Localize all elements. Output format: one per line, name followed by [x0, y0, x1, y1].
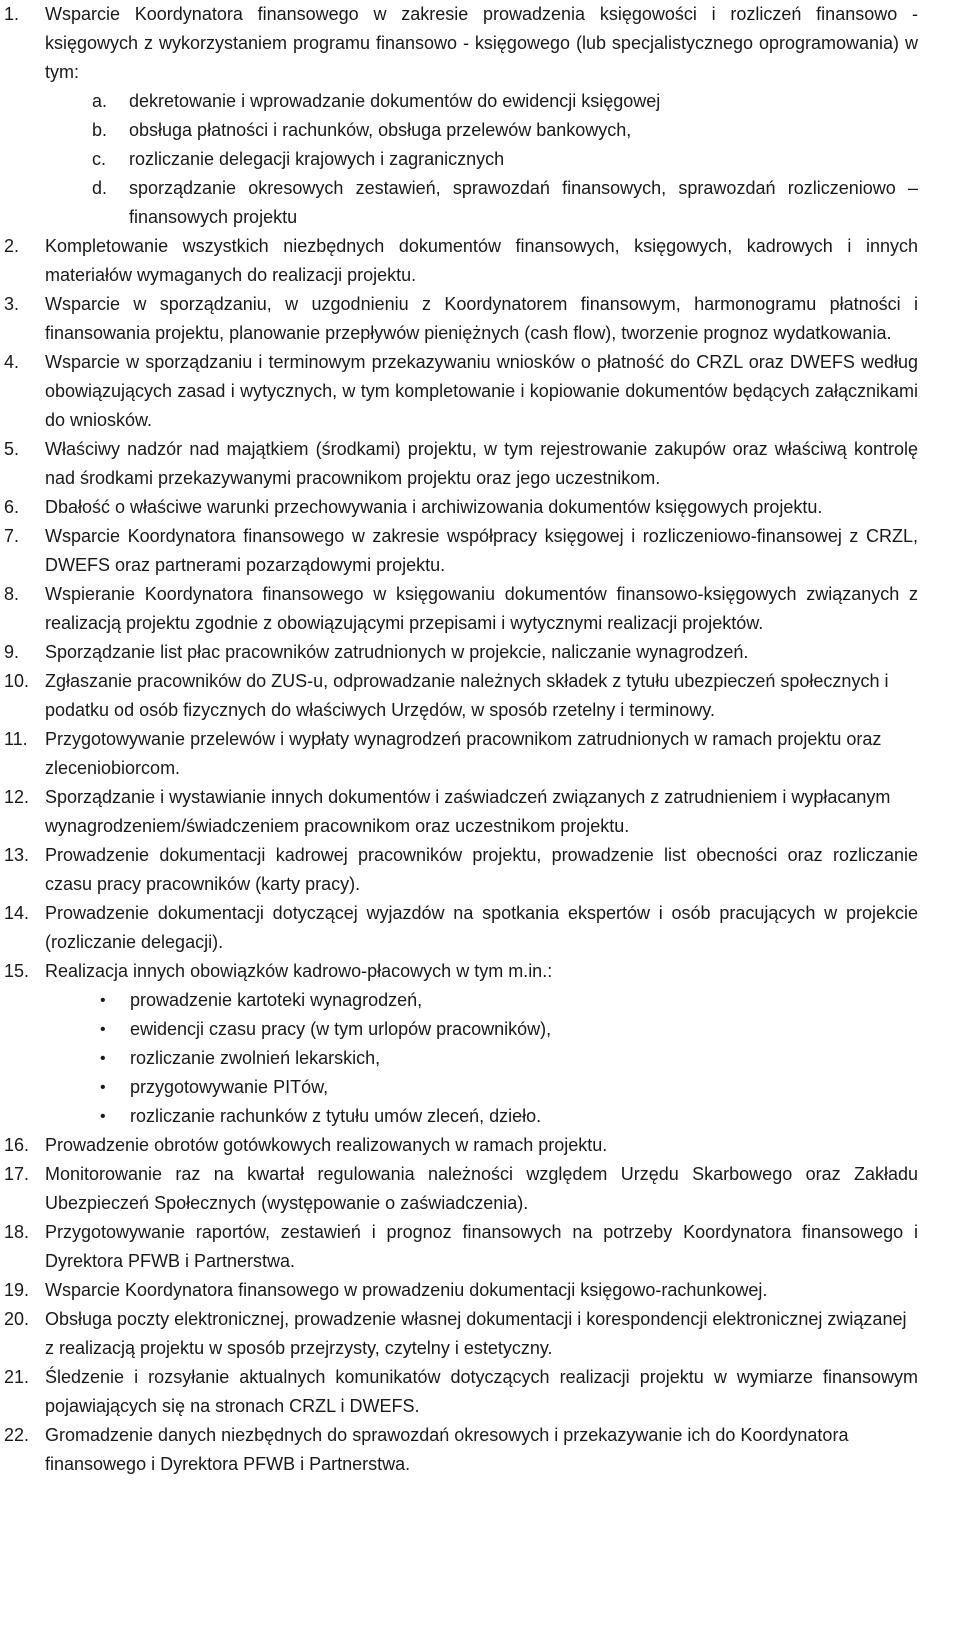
item-number: 17. [4, 1164, 30, 1184]
list-item [0, 725, 918, 783]
list-item [0, 232, 918, 290]
bullet-icon: • [100, 1108, 106, 1125]
sub-item-text: rozliczanie delegacji krajowych i zagranicznych [129, 149, 505, 169]
list-item [0, 290, 918, 348]
item-number: 9. [4, 642, 20, 662]
list-item [0, 0, 918, 87]
list-item [0, 1305, 918, 1363]
bullet-text: rozliczanie rachunków z tytułu umów zleceń, dzieło. [130, 1106, 542, 1126]
item-text: Przygotowywanie raportów, zestawień i prognoz finansowych na potrzeby Koordynatora finansowego i Dyrektora PFWB i Partnerstwa. [45, 1222, 918, 1271]
bullet-text: prowadzenie kartoteki wynagrodzeń, [130, 990, 423, 1010]
list-item [0, 1363, 918, 1421]
bullet-text: rozliczanie zwolnień lekarskich, [130, 1048, 381, 1068]
item-number: 15. [4, 961, 30, 981]
item-number: 10. [4, 671, 30, 691]
bullet-text: przygotowywanie PITów, [130, 1077, 329, 1097]
item-text: Śledzenie i rozsyłanie aktualnych komunikatów dotyczących realizacji projektu w wymiarze finansowym pojawiających się na stronach CRZL i DWEFS. [45, 1367, 918, 1416]
item-text: Prowadzenie dokumentacji dotyczącej wyjazdów na spotkania ekspertów i osób pracujących w projekcie (rozliczanie delegacji). [45, 903, 918, 952]
list-item [0, 580, 918, 638]
item-text: Właściwy nadzór nad majątkiem (środkami) projektu, w tym rejestrowanie zakupów oraz właściwą kontrolę nad środkami przekazywanymi pracownikom projektu oraz jego uczestnikom. [45, 439, 918, 488]
item-text: Wsparcie Koordynatora finansowego w prowadzeniu dokumentacji księgowo-rachunkowej. [45, 1280, 768, 1300]
item-text: Wsparcie w sporządzaniu, w uzgodnieniu z Koordynatorem finansowym, harmonogramu płatności i finansowania projektu, planowanie przepływów pieniężnych (cash flow), tworzenie prognoz wydatkowania. [45, 294, 918, 343]
item-number: 7. [4, 526, 20, 546]
item-number: 14. [4, 903, 30, 923]
list-item [0, 493, 918, 522]
item-text: Dbałość o właściwe warunki przechowywania i archiwizowania dokumentów księgowych projektu. [45, 497, 823, 517]
item-text: Przygotowywanie przelewów i wypłaty wynagrodzeń pracownikom zatrudnionych w ramach projektu oraz zleceniobiorcom. [45, 729, 882, 778]
item-text: Obsługa poczty elektronicznej, prowadzenie własnej dokumentacji i korespondencji elektronicznej związanej z realizacją projektu w sposób przejrzysty, czytelny i estetyczny. [45, 1309, 907, 1358]
item-number: 21. [4, 1367, 30, 1387]
sub-item [45, 145, 918, 174]
item-text: Prowadzenie obrotów gotówkowych realizowanych w ramach projektu. [45, 1135, 608, 1155]
item-number: 6. [4, 497, 20, 517]
list-item [0, 841, 918, 899]
item-number: 12. [4, 787, 30, 807]
item-number: 19. [4, 1280, 30, 1300]
list-item [0, 1218, 918, 1276]
bullet-icon: • [100, 1021, 106, 1038]
item-number: 4. [4, 352, 20, 372]
list-item [0, 899, 918, 957]
item-text: Wspieranie Koordynatora finansowego w księgowaniu dokumentów finansowo-księgowych związanych z realizacją projektu zgodnie z obowiązującymi przepisami i wytycznymi realizacji projektów. [45, 584, 918, 633]
item-text: Gromadzenie danych niezbędnych do sprawozdań okresowych i przekazywanie ich do Koordynatora finansowego i Dyrektora PFWB i Partnerstwa. [45, 1425, 849, 1474]
item-text: Zgłaszanie pracowników do ZUS-u, odprowadzanie należnych składek z tytułu ubezpieczeń społecznych i podatku od osób fizycznych do właściwych Urzędów, w sposób rzetelny i terminowy. [45, 671, 889, 720]
item-number: 8. [4, 584, 20, 604]
sub-item-letter: b. [92, 120, 108, 140]
list-item [0, 522, 918, 580]
item-number: 16. [4, 1135, 30, 1155]
list-item [0, 783, 918, 841]
item-text: Sporządzanie list płac pracowników zatrudnionych w projekcie, naliczanie wynagrodzeń. [45, 642, 749, 662]
sub-item [45, 87, 918, 116]
sub-item-letter: c. [92, 149, 107, 169]
item-number: 11. [4, 729, 28, 749]
item-text: Wsparcie Koordynatora finansowego w zakresie współpracy księgowej i rozliczeniowo-finansowej z CRZL, DWEFS oraz partnerami pozarządowymi projektu. [45, 526, 918, 575]
list-item [0, 667, 918, 725]
sub-item-letter: d. [92, 178, 108, 198]
list-item [0, 1160, 918, 1218]
bullet-icon: • [100, 1079, 106, 1096]
list-item [0, 435, 918, 493]
sub-item [45, 116, 918, 145]
sub-item-text: dekretowanie i wprowadzanie dokumentów do ewidencji księgowej [129, 91, 661, 111]
item-number: 3. [4, 294, 20, 314]
item-text: Wsparcie Koordynatora finansowego w zakresie prowadzenia księgowości i rozliczeń finansowo - księgowych z wykorzystaniem programu finansowo - księgowego (lub specjalistycznego oprogramowania) w tym: [45, 4, 918, 82]
bullet-text: ewidencji czasu pracy (w tym urlopów pracowników), [130, 1019, 552, 1039]
list-item [0, 957, 918, 986]
bullet-item [45, 1044, 918, 1073]
item-number: 2. [4, 236, 20, 256]
sub-item-text: sporządzanie okresowych zestawień, sprawozdań finansowych, sprawozdań rozliczeniowo – finansowych projektu [129, 178, 918, 227]
list-item [0, 1276, 918, 1305]
bullet-item [45, 1073, 918, 1102]
sub-item-letter: a. [92, 91, 108, 111]
item-number: 18. [4, 1222, 30, 1242]
item-text: Realizacja innych obowiązków kadrowo-płacowych w tym m.in.: [45, 961, 553, 981]
item-number: 1. [4, 4, 20, 24]
sub-item [45, 174, 918, 232]
item-number: 22. [4, 1425, 30, 1445]
bullet-item [45, 1015, 918, 1044]
list-item [0, 1421, 918, 1479]
item-text: Sporządzanie i wystawianie innych dokumentów i zaświadczeń związanych z zatrudnieniem i wypłacanym wynagrodzeniem/świadczeniem pracownikom oraz uczestnikom projektu. [45, 787, 891, 836]
item-text: Wsparcie w sporządzaniu i terminowym przekazywaniu wniosków o płatność do CRZL oraz DWEFS według obowiązujących zasad i wytycznych, w tym kompletowanie i kopiowanie dokumentów będących załącznikami do wniosków. [45, 352, 918, 430]
bullet-item [45, 1102, 918, 1131]
sub-item-text: obsługa płatności i rachunków, obsługa przelewów bankowych, [129, 120, 632, 140]
list-item [0, 638, 918, 667]
item-text: Prowadzenie dokumentacji kadrowej pracowników projektu, prowadzenie list obecności oraz rozliczanie czasu pracy pracowników (karty pracy). [45, 845, 918, 894]
item-text: Monitorowanie raz na kwartał regulowania należności względem Urzędu Skarbowego oraz Zakładu Ubezpieczeń Społecznych (występowanie o zaświadczenia). [45, 1164, 918, 1213]
bullet-icon: • [100, 992, 106, 1009]
bullet-icon: • [100, 1050, 106, 1067]
item-number: 20. [4, 1309, 30, 1329]
item-text: Kompletowanie wszystkich niezbędnych dokumentów finansowych, księgowych, kadrowych i innych materiałów wymaganych do realizacji projektu. [45, 236, 918, 285]
item-number: 5. [4, 439, 20, 459]
item-number: 13. [4, 845, 30, 865]
list-item [0, 1131, 918, 1160]
bullet-item [45, 986, 918, 1015]
list-item [0, 348, 918, 435]
